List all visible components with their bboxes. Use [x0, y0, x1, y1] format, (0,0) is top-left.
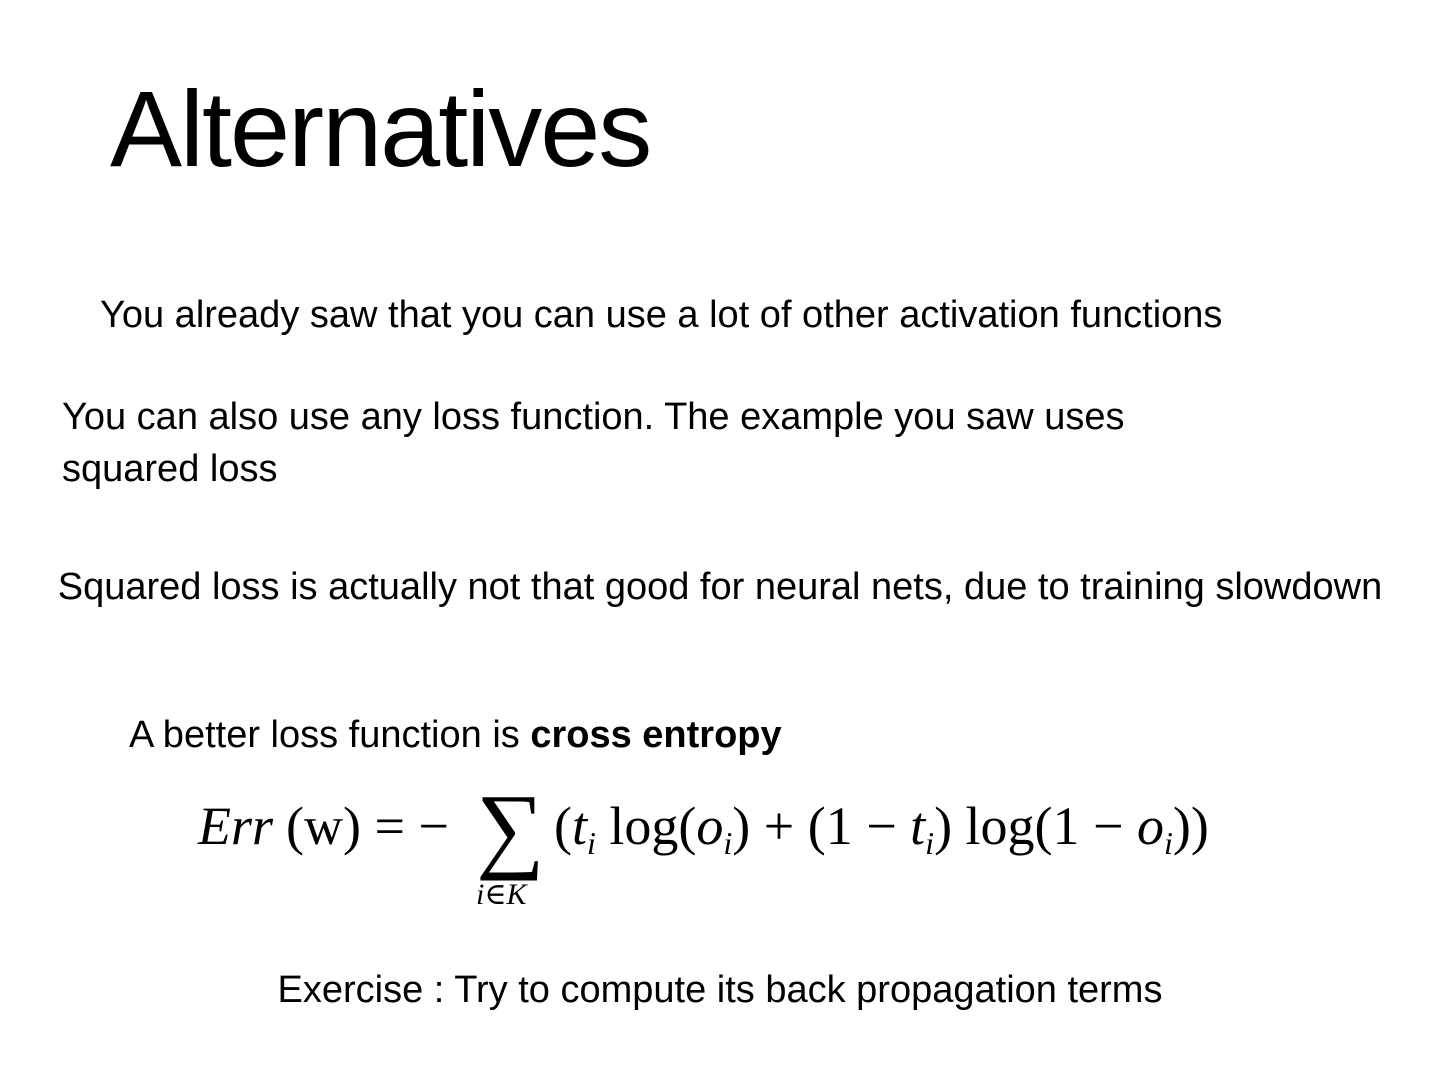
formula-open-paren: (	[554, 796, 572, 856]
slide-title: Alternatives	[110, 68, 651, 189]
loss-function-line-2: squared loss	[62, 448, 278, 490]
formula-plus: ) + (1 −	[732, 796, 911, 856]
formula-o2: o	[1136, 796, 1164, 856]
formula-err: Err	[198, 796, 274, 856]
formula-i4: i	[1163, 825, 1173, 861]
formula-i3: i	[925, 825, 935, 861]
cross-entropy-prefix: A better loss function is	[129, 714, 531, 756]
cross-entropy-formula	[190, 774, 1260, 920]
loss-function-paragraph	[62, 391, 1125, 495]
activation-functions-text: You already saw that you can use a lot of other activation functions	[100, 294, 1223, 336]
formula-i1: i	[587, 825, 596, 861]
formula-body	[554, 796, 1209, 861]
squared-loss-slowdown-text: Squared loss is actually not that good for neural nets, due to training slowdown	[57, 566, 1383, 608]
formula-sum-symbol: ∑	[476, 774, 545, 881]
formula-end: ))	[1172, 796, 1209, 856]
formula-t1: t	[571, 796, 587, 856]
formula-lhs-arg: (w) = −	[286, 796, 449, 856]
formula-log1: log(	[595, 796, 697, 856]
formula-sum-index: i∈K	[476, 878, 527, 911]
exercise-text: Exercise : Try to compute its back propagation terms	[277, 969, 1163, 1011]
formula-log2: ) log(1 −	[934, 796, 1137, 856]
formula-i2: i	[723, 825, 733, 861]
formula-t2: t	[910, 796, 926, 856]
cross-entropy-term: cross entropy	[530, 714, 782, 756]
formula-o1: o	[696, 796, 724, 856]
loss-function-line-1: You can also use any loss function. The example you saw uses	[62, 396, 1125, 438]
cross-entropy-intro	[129, 709, 782, 761]
